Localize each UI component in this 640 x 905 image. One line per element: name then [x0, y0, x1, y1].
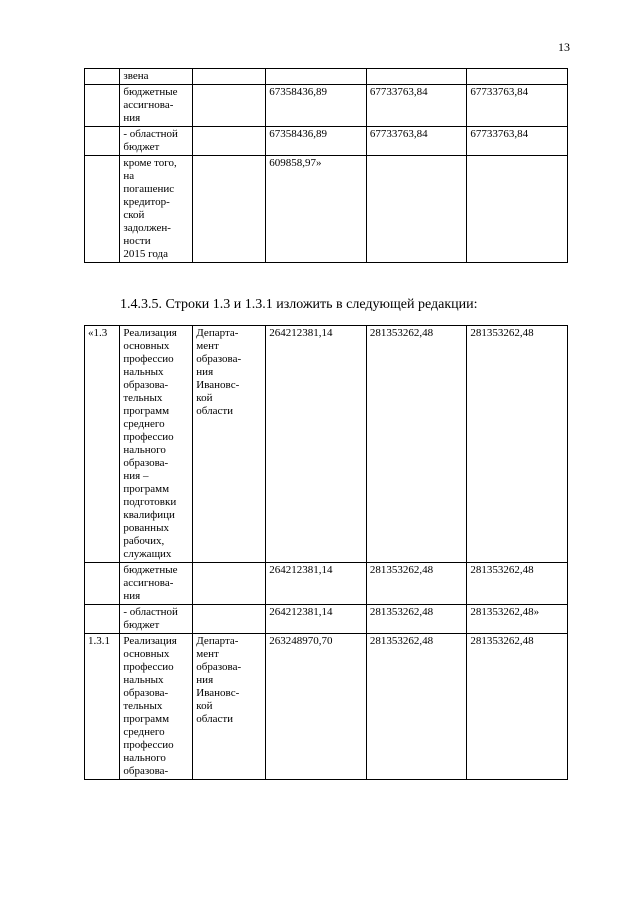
amount-cell: 281353262,48: [366, 634, 467, 780]
amount-cell: 67733763,84: [467, 85, 568, 127]
row-number-cell: «1.3: [85, 326, 120, 563]
amount-cell: [467, 156, 568, 263]
amount-cell: 264212381,14: [266, 605, 367, 634]
executor-cell: Департа- мент образова- ния Ивановс- кой области: [193, 326, 266, 563]
amount-cell: 281353262,48: [467, 563, 568, 605]
row-number-cell: [85, 69, 120, 85]
amount-cell: 264212381,14: [266, 326, 367, 563]
name-cell: кроме того, на погашенис кредитор- ской задолжен- ности 2015 года: [120, 156, 193, 263]
amendment-paragraph: 1.4.3.5. Строки 1.3 и 1.3.1 изложить в следующей редакции:: [120, 297, 478, 312]
amount-cell: 281353262,48: [366, 605, 467, 634]
row-number-cell: [85, 605, 120, 634]
table-row: [85, 634, 568, 780]
amount-cell: [467, 69, 568, 85]
executor-cell: [193, 69, 266, 85]
row-number-cell: 1.3.1: [85, 634, 120, 780]
table-row: [85, 85, 568, 127]
table-row: [85, 605, 568, 634]
table-row: [85, 326, 568, 563]
name-cell: звена: [120, 69, 193, 85]
amount-cell: 281353262,48: [467, 634, 568, 780]
amount-cell: 67733763,84: [467, 127, 568, 156]
amount-cell: 67733763,84: [366, 85, 467, 127]
row-number-cell: [85, 563, 120, 605]
amount-cell: [366, 156, 467, 263]
amount-cell: 67358436,89: [266, 85, 367, 127]
amount-cell: 281353262,48: [366, 326, 467, 563]
table-row: [85, 156, 568, 263]
budget-table-main: [84, 325, 568, 780]
executor-cell: [193, 605, 266, 634]
budget-table-continuation: [84, 68, 568, 263]
amount-cell: 263248970,70: [266, 634, 367, 780]
amount-cell: 281353262,48: [366, 563, 467, 605]
name-cell: Реализация основных профессио нальных образова- тельных программ среднего профессио нального образова- ния – программ подготовки квалифици рованных рабочих, служащих: [120, 326, 193, 563]
executor-cell: [193, 127, 266, 156]
name-cell: бюджетные ассигнова- ния: [120, 563, 193, 605]
amount-cell: [266, 69, 367, 85]
amount-cell: 67733763,84: [366, 127, 467, 156]
amount-cell: 609858,97»: [266, 156, 367, 263]
executor-cell: [193, 156, 266, 263]
page-number: 13: [558, 40, 570, 54]
amount-cell: 281353262,48»: [467, 605, 568, 634]
table-row: [85, 563, 568, 605]
name-cell: Реализация основных профессио нальных образова- тельных программ среднего профессио нального образова-: [120, 634, 193, 780]
name-cell: бюджетные ассигнова- ния: [120, 85, 193, 127]
table-row: [85, 69, 568, 85]
executor-cell: Департа- мент образова- ния Ивановс- кой области: [193, 634, 266, 780]
row-number-cell: [85, 156, 120, 263]
amount-cell: [366, 69, 467, 85]
amount-cell: 264212381,14: [266, 563, 367, 605]
table-row: [85, 127, 568, 156]
row-number-cell: [85, 85, 120, 127]
executor-cell: [193, 85, 266, 127]
name-cell: - областной бюджет: [120, 127, 193, 156]
amount-cell: 281353262,48: [467, 326, 568, 563]
name-cell: - областной бюджет: [120, 605, 193, 634]
row-number-cell: [85, 127, 120, 156]
executor-cell: [193, 563, 266, 605]
amount-cell: 67358436,89: [266, 127, 367, 156]
